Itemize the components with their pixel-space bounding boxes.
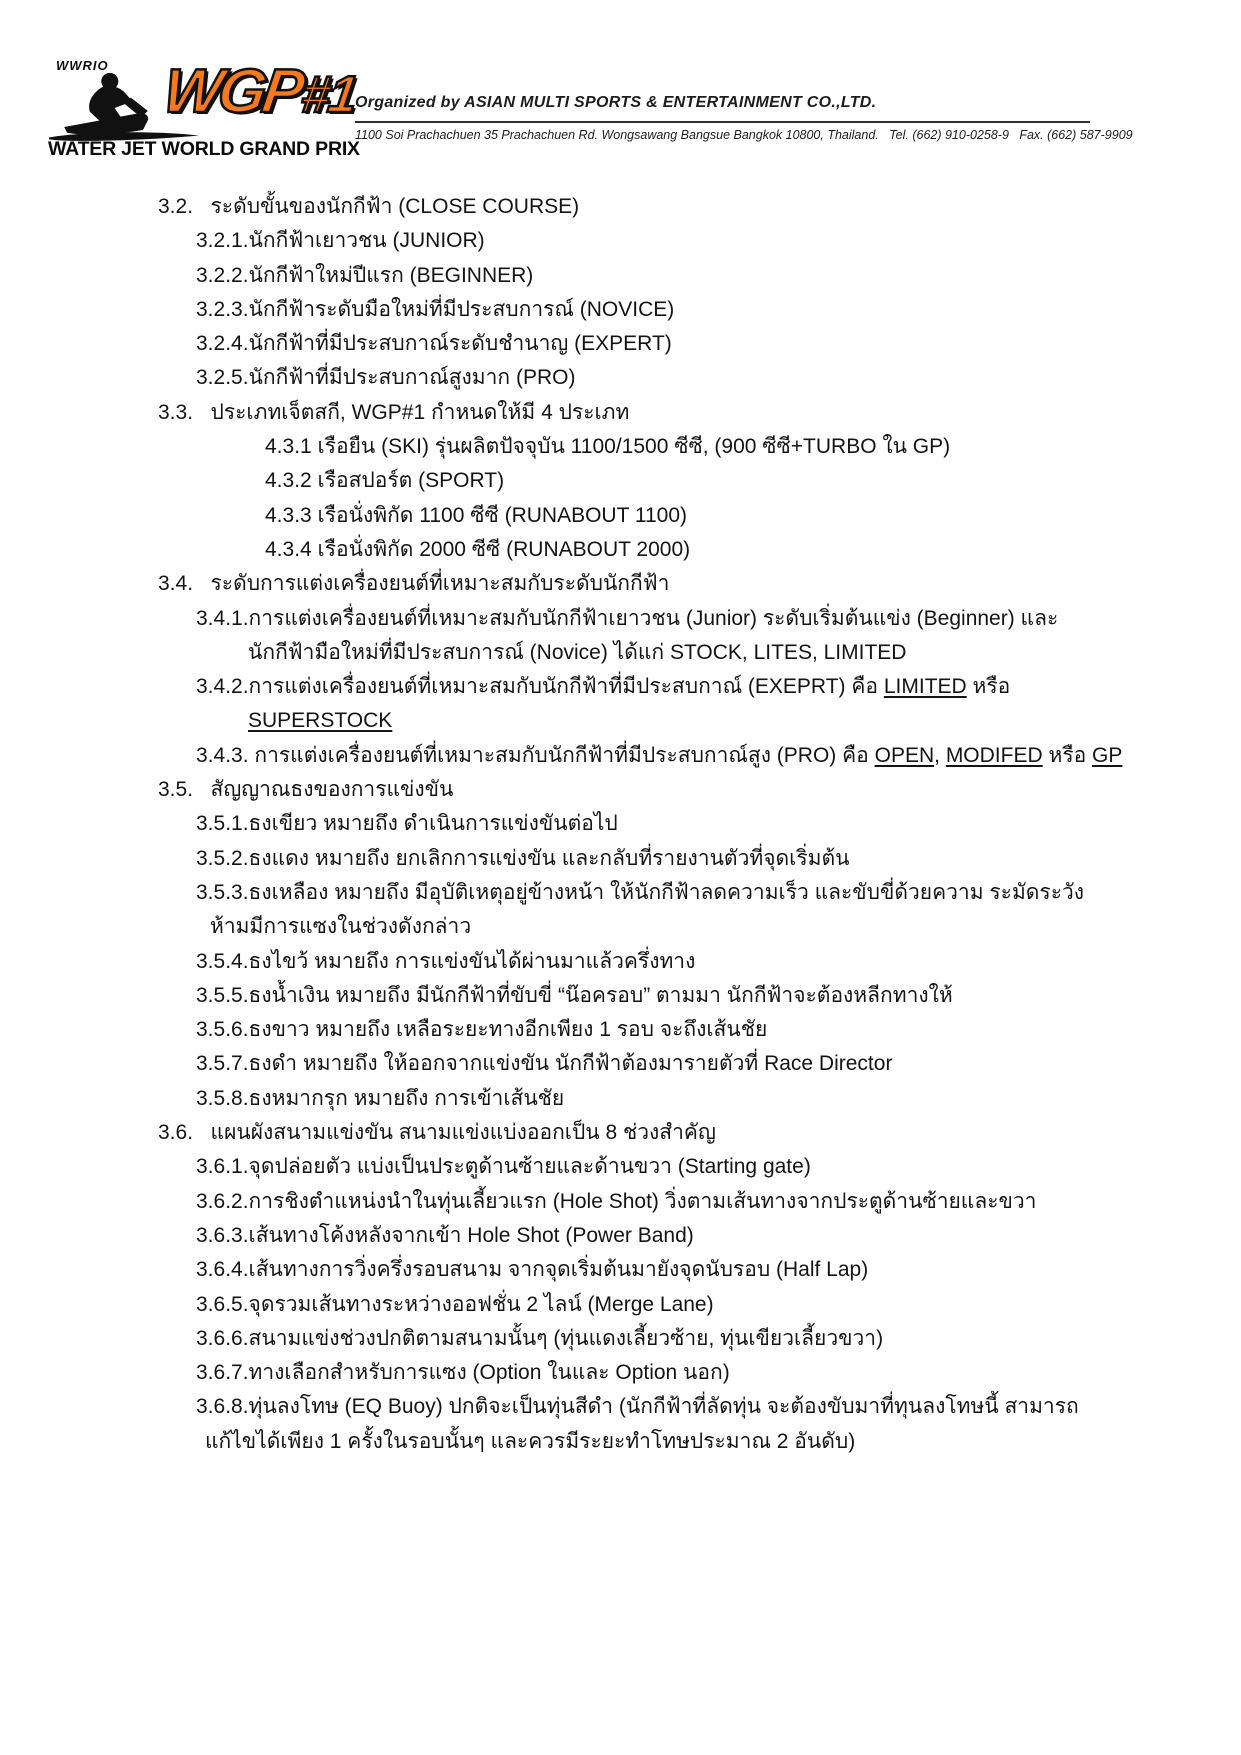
doc-line <box>0 1322 1241 1356</box>
doc-text: 3.3. ประเภทเจ็ตสกี, WGP#1 กำหนดให้มี 4 ประเภท <box>158 400 630 424</box>
doc-text: 3.6.3.เส้นทางโค้งหลังจากเข้า Hole Shot (Power Band) <box>196 1223 694 1247</box>
wgp-wordmark <box>159 56 361 127</box>
doc-text: 3.5.8.ธงหมากรุก หมายถึง การเข้าเส้นชัย <box>196 1086 565 1110</box>
doc-text: 3.6.2.การชิงตำแหน่งนำในทุ่นเลี้ยวแรก (Hole Shot) วิ่งตามเส้นทางจากประตูด้านซ้ายและขวา <box>196 1189 1037 1213</box>
doc-line <box>0 1150 1241 1184</box>
doc-line <box>0 979 1241 1013</box>
doc-line <box>0 739 1241 773</box>
doc-text: 3.2.2.นักกีฟ้าใหม่ปีแรก (BEGINNER) <box>196 263 534 287</box>
doc-line <box>0 910 1241 944</box>
doc-line <box>0 259 1241 293</box>
doc-text: 3.6.1.จุดปล่อยตัว แบ่งเป็นประตูด้านซ้ายและด้านขวา (Starting gate) <box>196 1155 811 1179</box>
document-body <box>0 190 1241 1459</box>
doc-text: 3.6.7.ทางเลือกสำหรับการแซง (Option ในและ Option นอก) <box>196 1361 730 1385</box>
doc-text: 3.2.3.นักกีฟ้าระดับมือใหม่ที่มีประสบการณ์ (NOVICE) <box>196 297 675 321</box>
doc-line <box>0 945 1241 979</box>
doc-text: 3.5.4.ธงไขว้ หมายถึง การแข่งขันได้ผ่านมาแล้วครึ่งทาง <box>196 949 696 973</box>
doc-line <box>0 1356 1241 1390</box>
doc-line <box>0 293 1241 327</box>
doc-line <box>0 430 1241 464</box>
doc-text: 3.2.5.นักกีฟ้าที่มีประสบกาณ์สูงมาก (PRO) <box>196 366 576 390</box>
doc-text: 3.5.7.ธงดำ หมายถึง ให้ออกจากแข่งขัน นักกีฟ้าต้องมารายตัวที่ Race Director <box>196 1052 893 1076</box>
doc-line <box>0 361 1241 395</box>
doc-text: 3.5.2.ธงแดง หมายถึง ยกเลิกการแข่งขัน และกลับที่รายงานตัวที่จุดเริ่มต้น <box>196 846 850 870</box>
doc-text: 3.2. ระดับขั้นของนักกีฟ้า (CLOSE COURSE) <box>158 195 580 218</box>
doc-text: 4.3.1 เรือยืน (SKI) รุ่นผลิตปัจจุบัน 1100/1500 ซีซี, (900 ซีซี+TURBO ใน GP) <box>265 435 951 459</box>
doc-text: 3.2.4.นักกีฟ้าที่มีประสบกาณ์ระดับชำนาญ (EXPERT) <box>196 332 672 356</box>
doc-line <box>0 876 1241 910</box>
underlined-term: GP <box>1092 743 1123 767</box>
doc-text: 4.3.2 เรือสปอร์ต (SPORT) <box>265 469 505 493</box>
doc-text: , <box>934 743 946 767</box>
doc-text: 4.3.3 เรือนั่งพิกัด 1100 ซีซี (RUNABOUT 1100) <box>265 503 688 527</box>
doc-line <box>0 1185 1241 1219</box>
header-divider <box>355 121 1090 123</box>
doc-text: 3.6.8.ทุ่นลงโทษ (EQ Buoy) ปกติจะเป็นทุ่นสีดำ (นักกีฟ้าที่ลัดทุ่น จะต้องขับมาที่ทุนลงโทษนี้ สามารถ <box>196 1395 1079 1419</box>
organizer-block <box>355 94 1133 142</box>
doc-text: 3.6.6.สนามแข่งช่วงปกติตามสนามนั้นๆ (ทุ่นแดงเลี้ยวซ้าย, ทุ่นเขียวเลี้ยวขวา) <box>196 1326 884 1350</box>
doc-text: 3.5. สัญญาณธงของการแข่งขัน <box>158 778 454 802</box>
doc-line <box>0 1013 1241 1047</box>
doc-text: 3.6.5.จุดรวมเส้นทางระหว่างออฟชั่น 2 ไลน์ (Merge Lane) <box>196 1292 714 1316</box>
doc-line <box>0 567 1241 601</box>
doc-text: 3.4. ระดับการแต่งเครื่องยนต์ที่เหมาะสมกับระดับนักกีฟ้า <box>158 572 670 596</box>
doc-text: แก้ไขได้เพียง 1 ครั้งในรอบนั้นๆ และควรมีระยะทำโทษประมาณ 2 อันดับ) <box>205 1429 856 1453</box>
doc-text: 3.6. แผนผังสนามแข่งขัน สนามแข่งแบ่งออกเป็น 8 ช่วงสำคัญ <box>158 1121 716 1145</box>
doc-line <box>0 842 1241 876</box>
doc-text: 3.4.1.การแต่งเครื่องยนต์ที่เหมาะสมกับนักกีฟ้าเยาวชน (Junior) ระดับเริ่มต้นแข่ง (Beginner) และ <box>196 606 1059 630</box>
doc-line <box>0 464 1241 498</box>
doc-line <box>0 1425 1241 1459</box>
doc-line <box>0 636 1241 670</box>
doc-text: 3.4.2.การแต่งเครื่องยนต์ที่เหมาะสมกับนักกีฟ้าที่มีประสบกาณ์ (EXEPRT) คือ <box>196 675 884 699</box>
doc-text: 3.4.3. การแต่งเครื่องยนต์ที่เหมาะสมกับนักกีฟ้าที่มีประสบกาณ์สูง (PRO) คือ <box>196 743 875 767</box>
doc-line <box>0 1219 1241 1253</box>
doc-text: 3.5.1.ธงเขียว หมายถึง ดำเนินการแข่งขันต่อไป <box>196 812 618 836</box>
doc-line <box>0 190 1241 224</box>
doc-line <box>0 224 1241 258</box>
doc-line <box>0 807 1241 841</box>
wwrio-text: WWRIO <box>56 58 109 73</box>
doc-line <box>0 533 1241 567</box>
doc-line <box>0 1047 1241 1081</box>
wgp-logo <box>46 54 360 162</box>
doc-line <box>0 1082 1241 1116</box>
doc-text: หรือ <box>1042 743 1093 767</box>
doc-line <box>0 773 1241 807</box>
doc-line <box>0 499 1241 533</box>
underlined-term: LIMITED <box>883 675 967 699</box>
doc-text: 3.5.6.ธงขาว หมายถึง เหลือระยะทางอีกเพียง 1 รอบ จะถึงเส้นชัย <box>196 1018 768 1042</box>
doc-line <box>0 1116 1241 1150</box>
doc-line <box>0 1253 1241 1287</box>
doc-text: 3.6.4.เส้นทางการวิ่งครึ่งรอบสนาม จากจุดเริ่มต้นมายังจุดนับรอบ (Half Lap) <box>196 1258 869 1282</box>
wgp-number-one: #1 <box>297 66 360 124</box>
wgp-letters: WGP <box>159 57 305 126</box>
doc-line <box>0 396 1241 430</box>
doc-text: 3.5.3.ธงเหลือง หมายถึง มีอุบัติเหตุอยู่ข้างหน้า ให้นักกีฟ้าลดความเร็ว และขับขี่ด้วยความ ระมัดระวัง <box>196 880 1085 904</box>
underlined-term: SUPERSTOCK <box>248 709 393 733</box>
doc-text: หรือ <box>966 675 1011 699</box>
doc-text: 3.5.5.ธงน้ำเงิน หมายถึง มีนักกีฟ้าที่ขับขี่ “น๊อครอบ” ตามมา นักกีฟ้าจะต้องหลีกทางให้ <box>196 983 953 1007</box>
doc-text: นักกีฟ้ามือใหม่ที่มีประสบการณ์ (Novice) ได้แก่ STOCK, LITES, LIMITED <box>248 640 907 664</box>
organizer-line: Organized by ASIAN MULTI SPORTS & ENTERTAINMENT CO.,LTD. <box>355 94 877 111</box>
logo-tagline: WATER JET WORLD GRAND PRIX <box>48 138 360 160</box>
doc-text: 3.2.1.นักกีฟ้าเยาวชน (JUNIOR) <box>196 229 485 253</box>
doc-line <box>0 1390 1241 1424</box>
doc-line <box>0 1288 1241 1322</box>
address-line: 1100 Soi Prachachuen 35 Prachachuen Rd. Wongsawang Bangsue Bangkok 10800, Thailand. Tel. (662) 910-0258-9 Fax. (662) 587-9909 <box>355 128 1133 142</box>
doc-line <box>0 670 1241 704</box>
underlined-term: OPEN <box>874 743 935 767</box>
underlined-term: MODIFED <box>945 743 1043 767</box>
doc-text: ห้ามมีการแซงในช่วงดังกล่าว <box>210 915 472 939</box>
doc-text: 4.3.4 เรือนั่งพิกัด 2000 ซีซี (RUNABOUT 2000) <box>265 537 691 561</box>
doc-line <box>0 704 1241 738</box>
doc-line <box>0 327 1241 361</box>
doc-line <box>0 602 1241 636</box>
